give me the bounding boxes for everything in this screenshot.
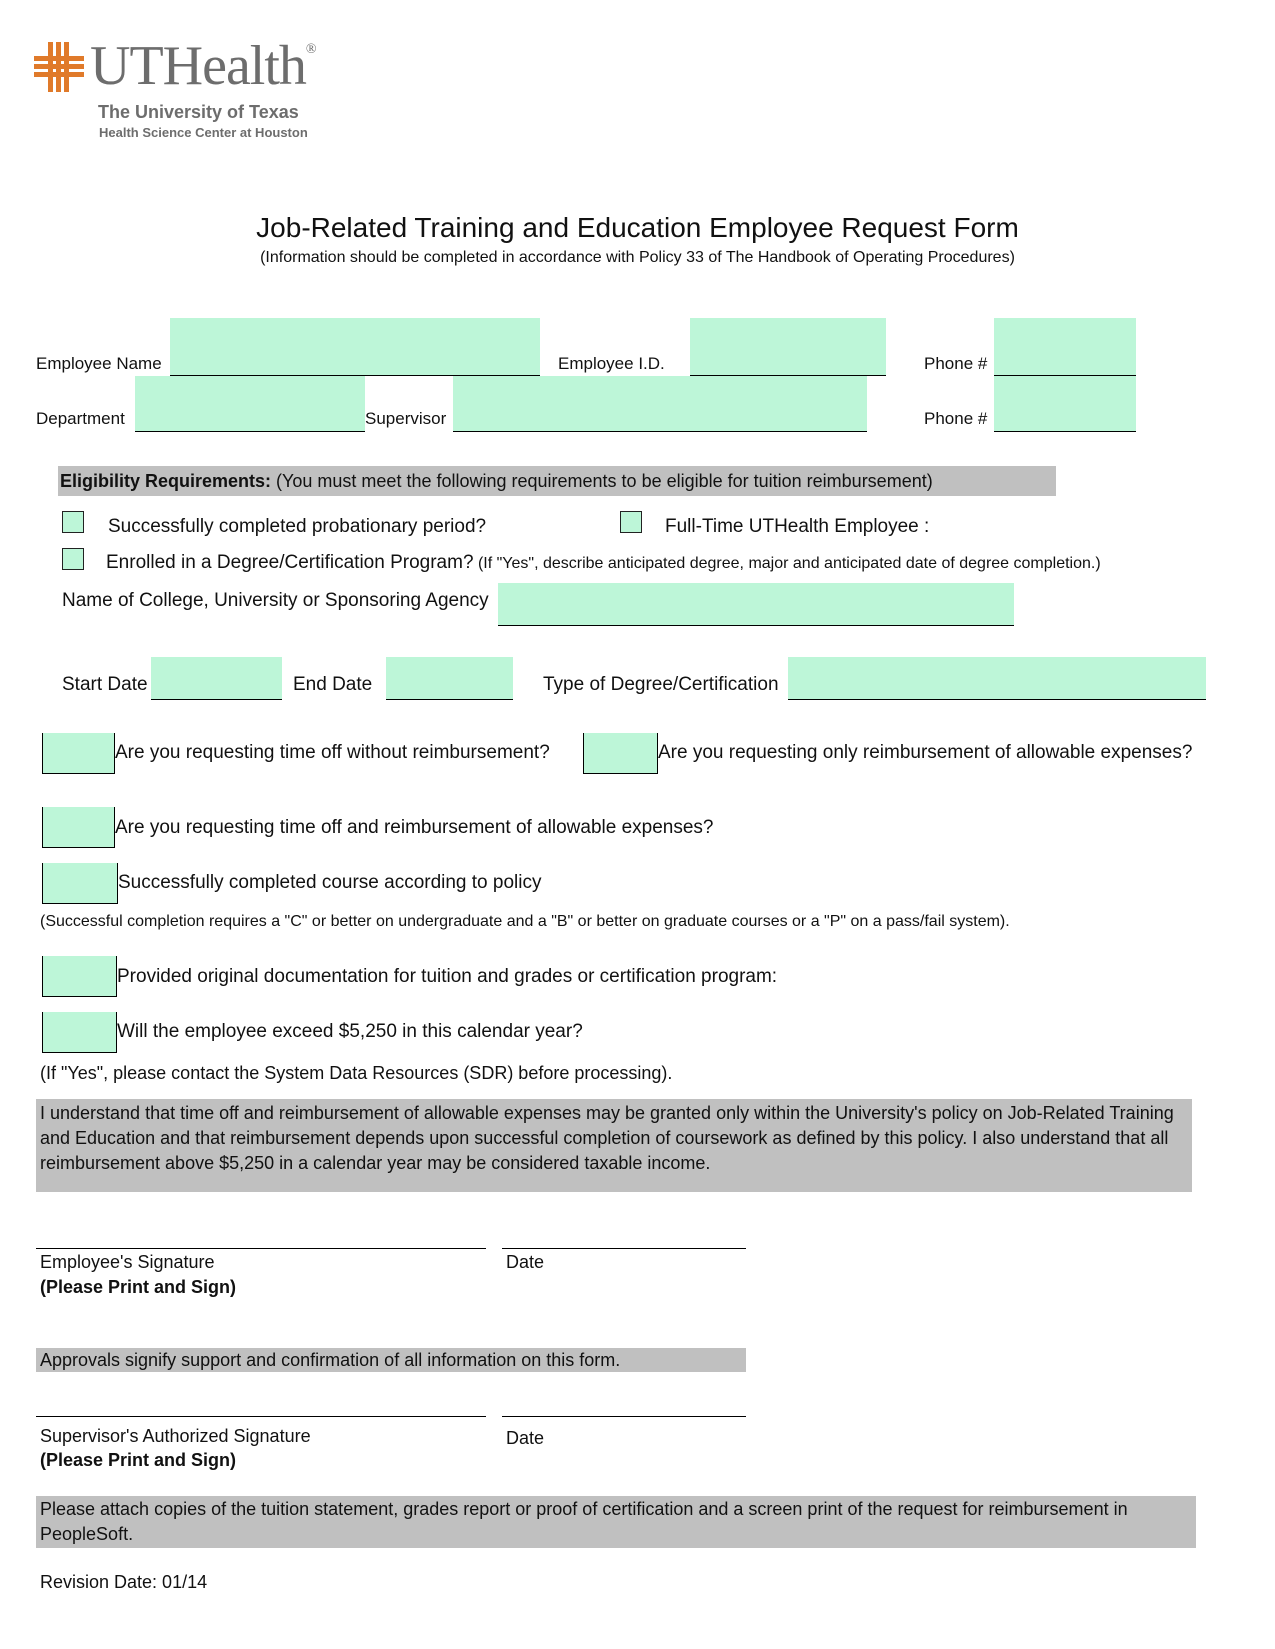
timeoff-only-box[interactable] (42, 733, 115, 774)
supervisor-input[interactable] (453, 376, 867, 431)
enrolled-label: Enrolled in a Degree/Certification Program? (If "Yes", describe anticipated degree, major and anticipated date of degree completion.) (106, 552, 1101, 573)
start-date-field[interactable] (151, 657, 282, 700)
logo-line1: The University of Texas (98, 102, 299, 122)
page-title: Job-Related Training and Education Employee Request Form (256, 212, 1019, 243)
supervisor-date-line[interactable] (502, 1416, 746, 1417)
completion-note: (Successful completion requires a "C" or better on undergraduate and a "B" or better on graduate courses or a "P" on a pass/fail system). (40, 913, 1010, 930)
revision-date: Revision Date: 01/14 (40, 1572, 208, 1592)
phone1-input[interactable] (994, 318, 1136, 375)
exceed-label: Will the employee exceed $5,250 in this calendar year? (117, 1021, 583, 1042)
employee-signature-note: (Please Print and Sign) (40, 1277, 237, 1297)
end-date-input[interactable] (386, 657, 513, 699)
phone1-field[interactable] (994, 318, 1136, 376)
employee-name-field[interactable] (170, 318, 540, 376)
employee-id-input[interactable] (690, 318, 886, 375)
phone2-field[interactable] (994, 376, 1136, 432)
supervisor-label: Supervisor (365, 409, 447, 428)
department-field[interactable] (135, 376, 365, 432)
start-date-label: Start Date (62, 674, 148, 695)
department-label: Department (36, 409, 125, 428)
completed-course-label: Successfully completed course according to policy (118, 872, 542, 893)
employee-signature-line[interactable] (36, 1248, 486, 1249)
college-input[interactable] (498, 583, 1014, 625)
end-date-field[interactable] (386, 657, 513, 700)
employee-id-field[interactable] (690, 318, 886, 376)
college-label: Name of College, University or Sponsoring Agency (62, 590, 489, 611)
timeoff-only-label: Are you requesting time off without reimbursement? (115, 742, 550, 763)
timeoff-reimb-label: Are you requesting time off and reimbursement of allowable expenses? (115, 817, 714, 838)
documentation-box[interactable] (42, 956, 117, 997)
page-subtitle: (Information should be completed in accordance with Policy 33 of The Handbook of Operating Procedures) (260, 249, 1015, 266)
enrolled-checkbox[interactable] (62, 548, 84, 570)
phone2-input[interactable] (994, 376, 1136, 431)
exceed-box[interactable] (42, 1012, 117, 1053)
supervisor-field[interactable] (453, 376, 867, 432)
approvals-note: Approvals signify support and confirmation of all information on this form. (36, 1348, 746, 1372)
fulltime-label: Full-Time UTHealth Employee : (665, 516, 930, 537)
exceed-note: (If "Yes", please contact the System Data Resources (SDR) before processing). (40, 1063, 673, 1083)
completed-course-box[interactable] (42, 863, 118, 904)
department-input[interactable] (135, 376, 365, 431)
employee-signature-label: Employee's Signature (40, 1252, 215, 1272)
college-field[interactable] (498, 583, 1014, 626)
supervisor-signature-note: (Please Print and Sign) (40, 1450, 237, 1470)
degree-type-label: Type of Degree/Certification (543, 674, 779, 695)
fulltime-checkbox[interactable] (620, 511, 642, 533)
employee-date-label: Date (506, 1252, 545, 1272)
start-date-input[interactable] (151, 657, 282, 699)
reimb-only-box[interactable] (583, 733, 658, 774)
supervisor-date-label: Date (506, 1428, 545, 1448)
phone2-label: Phone # (924, 409, 988, 428)
reimb-only-label: Are you requesting only reimbursement of allowable expenses? (658, 742, 1193, 763)
employee-name-input[interactable] (170, 318, 540, 375)
timeoff-reimb-box[interactable] (42, 807, 115, 848)
documentation-label: Provided original documentation for tuition and grades or certification program: (117, 966, 778, 987)
attach-note: Please attach copies of the tuition statement, grades report or proof of certification and a screen print of the request for reimbursement in PeopleSoft. (36, 1496, 1196, 1548)
probation-checkbox[interactable] (62, 511, 84, 533)
supervisor-signature-line[interactable] (36, 1416, 486, 1417)
phone1-label: Phone # (924, 354, 988, 373)
employee-id-label: Employee I.D. (558, 354, 665, 373)
probation-label: Successfully completed probationary period? (108, 516, 487, 537)
employee-name-label: Employee Name (36, 354, 162, 373)
logo-brand: UTHealth® (90, 35, 316, 97)
degree-type-field[interactable] (788, 657, 1206, 700)
employee-date-line[interactable] (502, 1248, 746, 1249)
logo (30, 35, 340, 148)
logo-line2: Health Science Center at Houston (99, 125, 308, 140)
understanding-block: I understand that time off and reimbursement of allowable expenses may be granted only within the University's policy on Job-Related Training and Education and that reimbursement depends upon successful completion of coursework as defined by this policy. I also understand that all reimbursement above $5,250 in a calendar year may be considered taxable income. (36, 1099, 1192, 1192)
supervisor-signature-label: Supervisor's Authorized Signature (40, 1426, 311, 1446)
degree-type-input[interactable] (788, 657, 1206, 699)
end-date-label: End Date (293, 674, 373, 695)
eligibility-heading: Eligibility Requirements: (You must meet the following requirements to be eligible for tuition reimbursement) (58, 466, 1056, 496)
uthealth-mark-icon (34, 42, 84, 92)
